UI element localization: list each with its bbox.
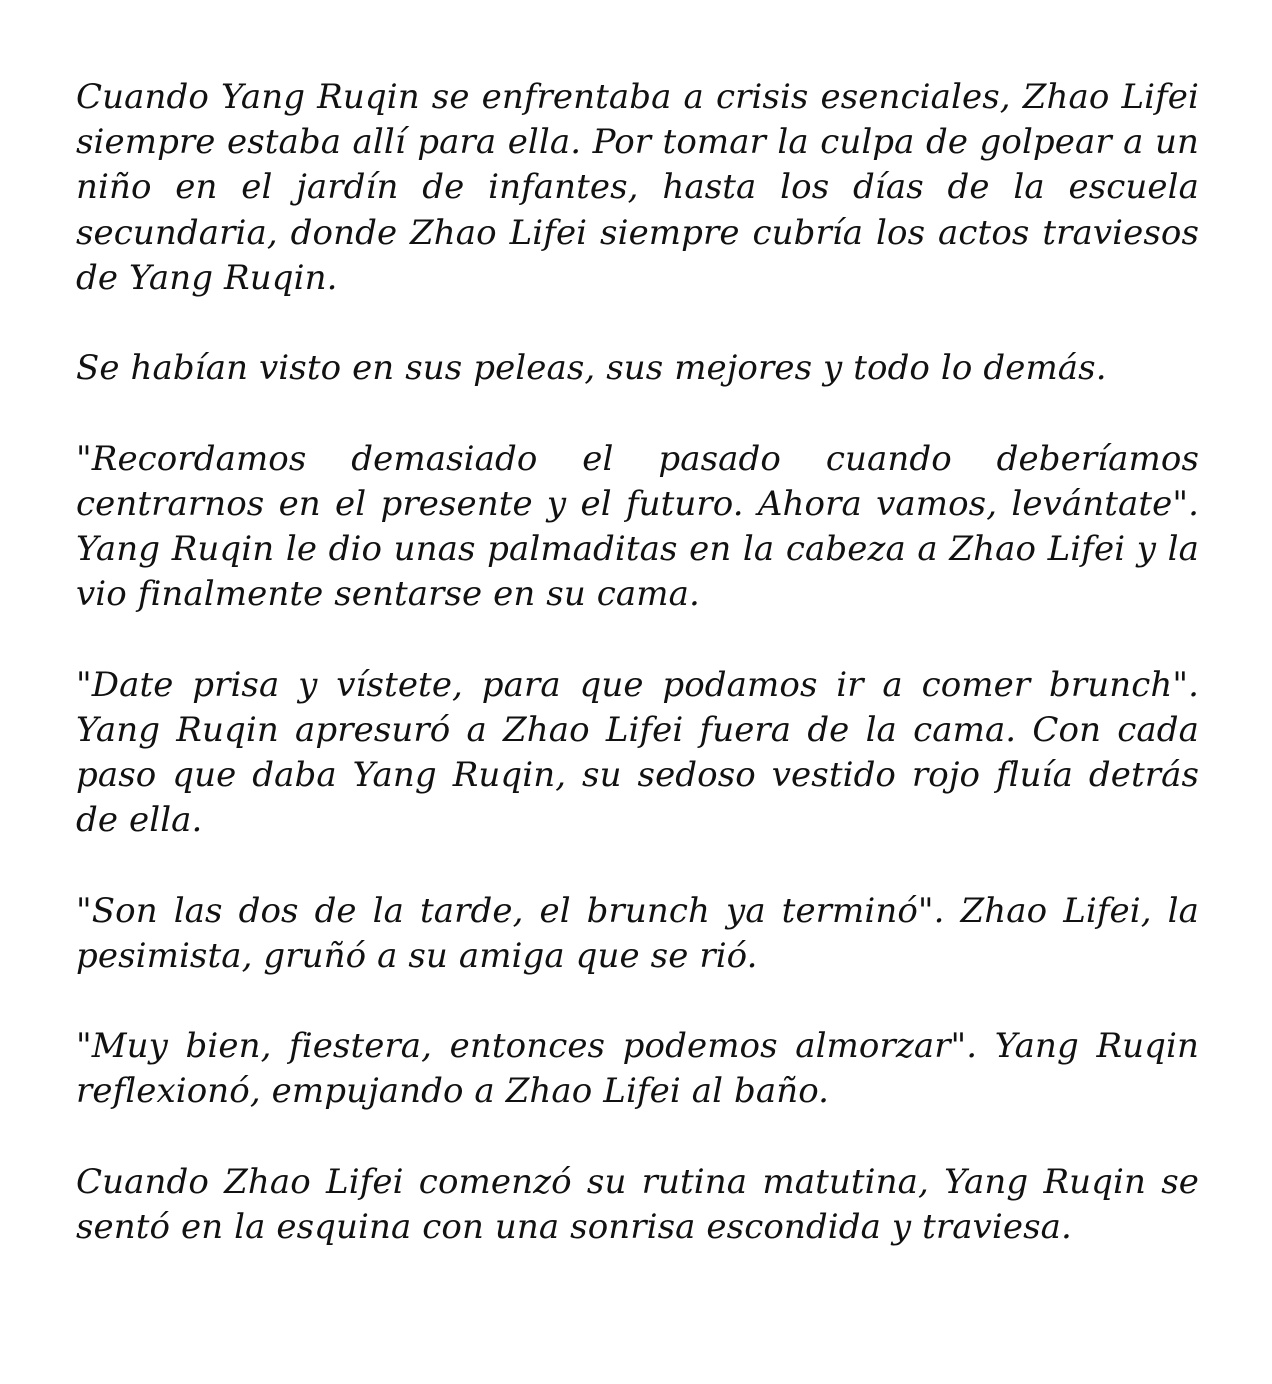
document-page	[76, 75, 1199, 1250]
paragraph-1: Cuando Yang Ruqin se enfrentaba a crisis esenciales, Zhao Lifei siempre estaba allí para ella. Por tomar la culpa de golpear a un niño en el jardín de infantes, hasta los días de la escuela secundaria, donde Zhao Lifei siempre cubría los actos traviesos de Yang Ruqin.	[76, 77, 1199, 298]
paragraph-6: "Muy bien, fiestera, entonces podemos almorzar". Yang Ruqin reflexionó, empujando a Zhao Lifei al baño.	[76, 1026, 1199, 1112]
paragraph-7: Cuando Zhao Lifei comenzó su rutina matutina, Yang Ruqin se sentó en la esquina con una sonrisa escondida y traviesa.	[76, 1161, 1199, 1247]
paragraph-3: "Recordamos demasiado el pasado cuando deberíamos centrarnos en el presente y el futuro. Ahora vamos, levántate". Yang Ruqin le dio unas palmaditas en la cabeza a Zhao Lifei y la vio finalmente sentarse en su cama.	[76, 438, 1199, 615]
paragraph-5: "Son las dos de la tarde, el brunch ya terminó". Zhao Lifei, la pesimista, gruñó a su amiga que se rió.	[76, 890, 1199, 976]
paragraph-2: Se habían visto en sus peleas, sus mejores y todo lo demás.	[76, 348, 1107, 389]
paragraph-4: "Date prisa y vístete, para que podamos ir a comer brunch". Yang Ruqin apresuró a Zhao Lifei fuera de la cama. Con cada paso que daba Yang Ruqin, su sedoso vestido rojo fluía detrás de ella.	[76, 664, 1199, 841]
